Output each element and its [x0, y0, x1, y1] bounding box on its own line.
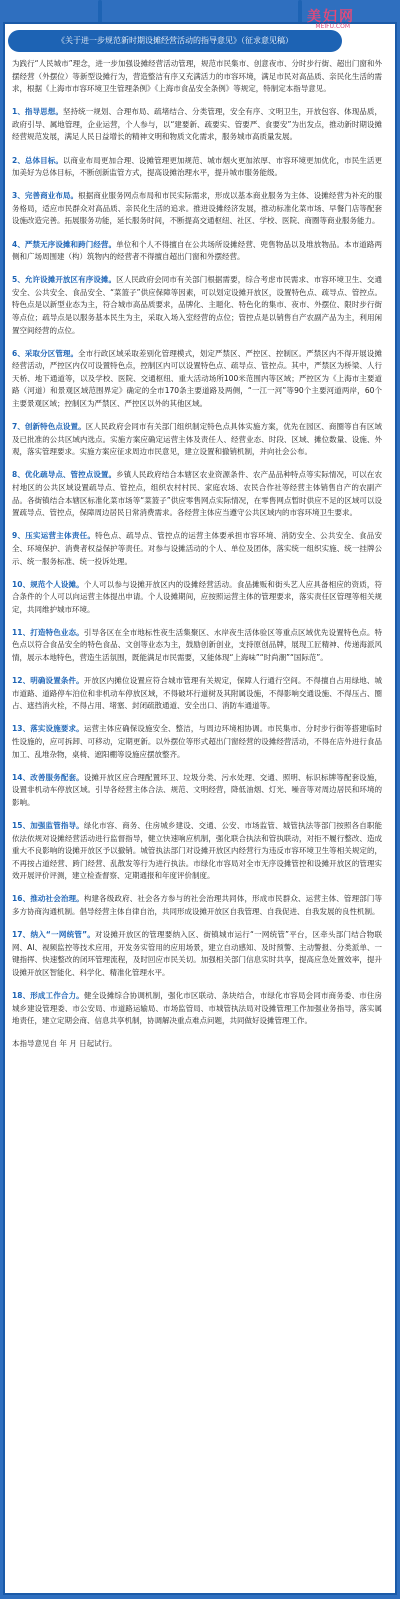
- clause-heading: 形成工作合力。: [30, 991, 84, 1001]
- clause-heading: 推动社会治理。: [30, 894, 84, 904]
- clause-text: 根据商业服务网点布局和市民实际需求，形成以基本商业服务为主体、设摊经营为补充的服务格局，适应市民群众对高品质、亲民化生活的追求。推进设摊经济发展，推动标准化菜市场、早餐门店等配套设施改造完善。拓展服务功能，延长服务时间，不断提高交通枢纽、社区、学校、医院、商圈等商业服务能力。: [12, 191, 383, 226]
- clause-text: 对设摊开放区的管理要纳入区、街镇城市运行“一网统管”平台，区牵头部门结合物联网、AI、视频监控等技术应用，开发务实管用的应用场景，建立自动感知、及时预警、主动警报、分类派单、一键指挥、快速整改的闭环管理流程，及时回应市民关切。加强相关部门信息实时共享，提高应急处置效率，提升设摊开放区智能化、科学化、精准化管理水平。: [12, 930, 382, 977]
- clause-item: [12, 274, 382, 337]
- clause-number: 12、: [12, 676, 31, 686]
- clause-heading: 加强监管指导。: [30, 821, 84, 830]
- clause-number: 18、: [12, 991, 31, 1001]
- brand-logo: 美妇网: [307, 9, 355, 25]
- clause-number: 10、: [12, 579, 31, 589]
- clause-heading: 优化疏导点、管控点设置。: [24, 470, 117, 480]
- clause-heading: 落实设施要求。: [30, 724, 84, 734]
- clause-text: 构建各级政府、社会各方参与的社会治理共同体，形成市民群众、运营主体、管理部门等多方协商沟通机制。倡导经营主体自律自治，共同形成设摊开放区自我管理、自我促进、自我发展的良性机制。: [12, 894, 383, 917]
- clause-number: 7、: [12, 422, 25, 432]
- clause-number: 9、: [12, 531, 26, 541]
- clause-text: 绿化市容、商务、住房城乡建设、交通、公安、市场监管、城管执法等部门按照各自职能依法依规对设摊经营活动进行监督指导，健立快速响应机制，强化联合执法和管执联动，对拒不履行整改、造成重大不良影响的设摊开放区予以撤销。城管执法部门对设摊开放区内经营行为违反市容环境卫生等相关规定的，不再按占道经营、跨门经营、乱散发等行为进行执法。市绿化市容局对全市无序设摊管控和设摊开放区的管理实效开展评价评测，建立检查督察、定期通报和年度评价制度。: [12, 821, 383, 881]
- clause-number: 6、: [12, 348, 25, 358]
- clause-heading: 纳入“一网统管”。: [30, 930, 96, 940]
- clause-item: [12, 893, 382, 918]
- clause-item: [12, 348, 382, 411]
- clause-heading: 规范个人设摊。: [30, 579, 84, 589]
- clause-number: 14、: [12, 772, 31, 782]
- clause-heading: 改善服务配套。: [30, 772, 84, 782]
- clause-item: [12, 723, 382, 761]
- clause-text: 全市行政区域采取差别化管理模式，划定严禁区、严控区、控制区。严禁区内不得开展设摊经营活动，严控区内仅可设置特色点，控制区内可以设置特色点、疏导点、管控点。其中，严禁区为桥梁、人行天桥、地下通道等，以及学校、医院、交通枢纽、重大活动场所100米范围内等区域；严控区为《上海市主要道路（河道）和景观区域范围界定》确定的全市170条主要道路及两侧，“一江一河”等90个主要河道两岸，60个主要景观区域；控制区为严禁区、严控区以外的其他区域。: [12, 348, 383, 409]
- clause-text: 单位和个人不得擅自在公共场所设摊经营、兜售物品以及堆放物品。本市道路两侧和广场周围建（构）筑物内的经营者不得擅自超出门窗和外摆经营。: [12, 239, 383, 262]
- clause-list: [12, 106, 382, 1028]
- clause-item: [12, 627, 382, 665]
- clause-heading: 打造特色业态。: [30, 627, 84, 637]
- clause-item: [12, 155, 382, 180]
- clause-heading: 完善商业布局。: [24, 191, 79, 201]
- clause-text: 以商业布局更加合理、设摊管理更加规范、城市烟火更加浓厚、市容环境更加优化，市民生活更加美好为总体目标，不断创新监管方式，提高设摊治理水平，提升城市服务能级。: [12, 155, 383, 178]
- clause-heading: 总体目标。: [24, 155, 63, 165]
- clause-number: 4、: [12, 239, 25, 249]
- clause-text: 区人民政府会同市有关部门根据需要，综合考虑市民需求、市容环境卫生、交通安全、公共安全、食品安全、“菜篮子”供应保障等因素，可以划定设摊开放区，设置特色点、疏导点、管控点。特色点是以新型业态为主，符合城市高品质要求，品牌化、主题化、特色化的集市、夜市、外摆位、限时步行街等点位；疏导点是以服务基本民生为主，采取入场入室经营的点位；管控点是以销售自产农副产品为主，利用闲置空间经营的点位。: [12, 275, 383, 335]
- document-body: [12, 58, 382, 1058]
- clause-text: 健全设摊综合协调机制，强化市区联动、条块结合，市绿化市容局会同市商务委、市住房城乡建设管理委、市公安局、市道路运输局、市场监管局、市城管执法局对设摊管理工作加强业务指导，落实属地责任，建立定期会商、信息共享机制，协调解决重点难点问题，共同做好设摊管理工作。: [12, 991, 383, 1026]
- effective-date-line: 本指导意见自 年 月 日起试行。: [12, 1039, 117, 1049]
- clause-item: [12, 772, 382, 810]
- clause-number: 8、: [12, 470, 25, 480]
- clause-item: [12, 820, 382, 883]
- clause-number: 13、: [12, 724, 31, 734]
- intro-paragraph: 为践行“人民城市”理念，进一步加强设摊经营活动管理，规范市民集市、创意夜市、分时步行街、超出门窗和外摆经营（外摆位）等新型设摊行为，营造整洁有序又充满活力的市容环境，满足市民对高品质、亲民化生活的需求，根据《上海市市容环境卫生管理条例》《上海市食品安全条例》等规定，特制定本指导意见。: [12, 59, 382, 94]
- document-title: 《关于进一步规范新时期设摊经营活动的指导意见》（征求意见稿）: [8, 30, 342, 52]
- clause-item: [12, 929, 382, 979]
- clause-heading: 允许设摊开放区有序设摊。: [24, 275, 117, 285]
- clause-text: 开放区内摊位设置应符合城市管理有关规定，保障人行通行空间。不得擅自占用绿地、城市道路、道路停车泊位和非机动车停放区域，不得破坏行道树及其附属设施，不得影响交通设施、不得压占、圈占、遮挡消火栓，不得占用、堵塞、封闭疏散通道、安全出口、消防车通道等。: [12, 676, 383, 711]
- clause-heading: 明确设置条件。: [30, 676, 84, 686]
- clause-heading: 创新特色点设置。: [24, 422, 86, 432]
- clause-text: 个人可以参与设摊开放区内的设摊经营活动。食品摊贩和街头艺人应具备相应的资质，符合条件的个人可以向运营主体提出申请。个人设摊期间，应按照运营主体的管理要求，落实责任区管理等相关规定，共同维护城市环境。: [12, 579, 383, 614]
- clause-text: 引导各区在全市地标性夜生活集聚区、水岸夜生活体验区等重点区域优先设置特色点。特色点以符合食品安全的特色食品、文创等业态为主，鼓励创新创业，支持原创品牌，展现工匠精神、传递海派风情，展示本地特色，营造生活氛围，既能满足市民需要，又能体现“上海味”“时尚潮”“国际范”。: [12, 627, 383, 663]
- clause-text: 特色点、疏导点、管控点的运营主体要承担市容环境、消防安全、公共安全、食品安全、环境保护、消费者权益保护等责任。对参与设摊活动的个人、单位及团体，落实统一组织实施、统一挂牌公示、统一服务标准、统一投诉处理。: [12, 531, 383, 566]
- clause-item: [12, 421, 382, 459]
- clause-item: [12, 106, 382, 144]
- clause-number: 17、: [12, 930, 31, 940]
- clause-text: 设摊开放区应合理配置环卫、垃圾分类、污水处理、交通、照明、标识标牌等配套设施，设置非机动车停放区域。引导各经营主体合法、规范、文明经营，降低油烟、灯光、噪音等对周边居民和环境的影响。: [12, 772, 383, 807]
- clause-heading: 严禁无序设摊和跨门经营。: [24, 239, 117, 249]
- clause-number: 11、: [12, 627, 31, 637]
- clause-item: [12, 190, 382, 228]
- clause-number: 3、: [12, 191, 25, 201]
- clause-heading: 采取分区管理。: [24, 348, 79, 358]
- clause-number: 5、: [12, 275, 25, 285]
- clause-text: 坚持统一规划、合理布局、疏堵结合、分类管理，安全有序、文明卫生，开放包容、体现品质，政府引导、属地管理，企业运营，个人参与，以“建要新、疏要实、管要严、食要安”为出发点，推动新时期设摊经营规范发展，满足人民日益增长的精神文明和物质文化需求，服务城市高质量发展。: [12, 107, 383, 142]
- clause-heading: 压实运营主体责任。: [25, 531, 96, 541]
- clause-number: 2、: [12, 155, 25, 165]
- clause-number: 15、: [12, 821, 31, 830]
- clause-item: [12, 675, 382, 713]
- clause-text: 区人民政府会同市有关部门组织制定特色点具体实施方案，优先在园区、商圈等自有区域及已批准的公共区域内选点。实施方案应确定运营主体及责任人、经营业态、时段、区域、摊位数量、设施、外观，落实管理要求。实施方案应征求周边市民意见，建立设置和撤销机制，并向社会公布。: [12, 422, 383, 457]
- clause-item: [12, 530, 382, 568]
- clause-item: [12, 469, 382, 519]
- brand-url: MEIFU.COM: [315, 23, 350, 30]
- clause-text: 运营主体应确保设施安全、整洁，与周边环境相协调。市民集市、分时步行街等搭建临时性设施的，应可拆卸、可移动，定期更新。以外摆位等形式超出门窗经营的设摊经营活动，不得在店外进行食品加工、乱堆杂物，桌椅、遮阳棚等设施应摆放整齐。: [12, 724, 383, 759]
- clause-heading: 指导思想。: [24, 107, 63, 117]
- clause-item: [12, 239, 382, 264]
- clause-number: 1、: [12, 107, 25, 117]
- clause-item: [12, 990, 382, 1028]
- clause-number: 16、: [12, 894, 31, 904]
- clause-text: 乡镇人民政府结合本辖区农业资源条件、农产品品种特点等实际情况，可以在农村地区的公共区域设置疏导点、管控点，组织农村村民、家庭农场、农民合作社等经营主体销售自产的农副产品。各街镇结合本辖区标准化菜市场等“菜篮子”供应零售网点实际情况，在零售网点暂时供应不足的区域可以设置疏导点、管控点，保障周边居民日常消费需求。各经营主体应当遵守公共区域内的市容环境卫生要求。: [12, 470, 383, 518]
- clause-item: [12, 579, 382, 617]
